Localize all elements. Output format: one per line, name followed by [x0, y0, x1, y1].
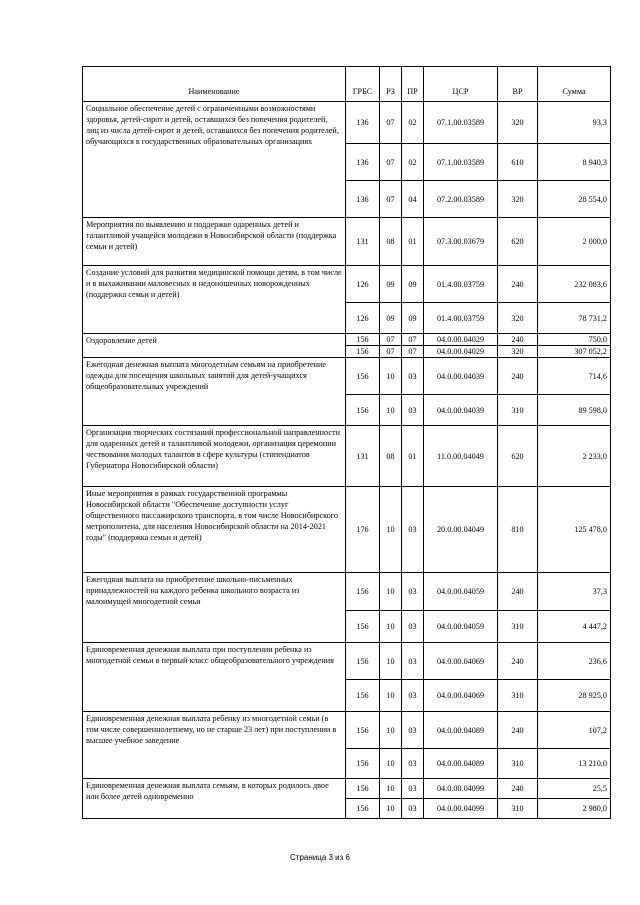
page-number: Страница 3 из 6 [290, 853, 350, 862]
rz-cell: 10 [380, 611, 402, 643]
pr-cell: 01 [402, 426, 424, 487]
grbs-cell: 156 [346, 680, 380, 712]
rz-cell: 10 [380, 573, 402, 611]
vr-cell: 320 [498, 346, 538, 358]
csr-cell: 04.0.00.04039 [424, 395, 498, 426]
row-name-cell: Иные мероприятия в рамках государственной программы Новосибирской области "Обеспечение доступности услуг общественного пассажирского транспорта, в том числе Новосибирского метрополитена, для населения Новосибирской области на 2014-2021 годы" (поддержка семьи и детей) [83, 487, 346, 573]
grbs-cell: 126 [346, 303, 380, 334]
vr-cell: 320 [498, 102, 538, 144]
sum-cell: 78 731,2 [538, 303, 611, 334]
col-header-sum: Сумма [538, 67, 611, 102]
csr-cell: 11.0.00.04049 [424, 426, 498, 487]
sum-cell: 232 083,6 [538, 266, 611, 303]
csr-cell: 20.0.00.04049 [424, 487, 498, 573]
vr-cell: 310 [498, 611, 538, 643]
sum-cell: 28 925,0 [538, 680, 611, 712]
pr-cell: 07 [402, 334, 424, 346]
pr-cell: 09 [402, 303, 424, 334]
rz-cell: 07 [380, 102, 402, 144]
csr-cell: 04.0.00.04099 [424, 799, 498, 819]
budget-table [82, 66, 611, 819]
rz-cell: 09 [380, 266, 402, 303]
grbs-cell: 136 [346, 181, 380, 218]
csr-cell: 04.0.00.04059 [424, 611, 498, 643]
csr-cell: 04.0.00.04069 [424, 680, 498, 712]
sum-cell: 13 210,0 [538, 749, 611, 779]
csr-cell: 04.0.00.04089 [424, 749, 498, 779]
sum-cell: 93,3 [538, 102, 611, 144]
sum-cell: 37,3 [538, 573, 611, 611]
table-row [83, 334, 611, 346]
table-row [83, 102, 611, 144]
pr-cell: 03 [402, 799, 424, 819]
sum-cell: 2 980,0 [538, 799, 611, 819]
grbs-cell: 131 [346, 426, 380, 487]
pr-cell: 04 [402, 181, 424, 218]
sum-cell: 750,0 [538, 334, 611, 346]
csr-cell: 07.1.00.03589 [424, 102, 498, 144]
col-header-rz: РЗ [380, 67, 402, 102]
rz-cell: 09 [380, 303, 402, 334]
pr-cell: 03 [402, 643, 424, 680]
table-row [83, 573, 611, 611]
rz-cell: 10 [380, 358, 402, 395]
grbs-cell: 156 [346, 573, 380, 611]
csr-cell: 04.0.00.04059 [424, 573, 498, 611]
csr-cell: 04.0.00.04069 [424, 643, 498, 680]
grbs-cell: 156 [346, 346, 380, 358]
pr-cell: 02 [402, 144, 424, 181]
vr-cell: 310 [498, 395, 538, 426]
rz-cell: 10 [380, 779, 402, 799]
table-row [83, 266, 611, 303]
table-row [83, 358, 611, 395]
rz-cell: 10 [380, 395, 402, 426]
pr-cell: 03 [402, 779, 424, 799]
rz-cell: 10 [380, 712, 402, 749]
csr-cell: 04.0.00.04039 [424, 358, 498, 395]
vr-cell: 810 [498, 487, 538, 573]
table-body [83, 102, 611, 819]
pr-cell: 02 [402, 102, 424, 144]
csr-cell: 01.4.00.03759 [424, 266, 498, 303]
rz-cell: 10 [380, 749, 402, 779]
sum-cell: 714,6 [538, 358, 611, 395]
sum-cell: 236,6 [538, 643, 611, 680]
row-name-cell: Единовременная денежная выплата ребенку из многодетной семьи (в том числе совершеннолетнему, но не старше 23 лет) при поступлении в высшее учебное заведение [83, 712, 346, 779]
csr-cell: 07.2.00.03589 [424, 181, 498, 218]
sum-cell: 2 000,0 [538, 218, 611, 266]
vr-cell: 240 [498, 573, 538, 611]
pr-cell: 03 [402, 611, 424, 643]
csr-cell: 04.0.00.04089 [424, 712, 498, 749]
table-header-row [83, 67, 611, 102]
pr-cell: 03 [402, 358, 424, 395]
row-name-cell: Организация творческих состязаний профессиональной направленности для одаренных детей и талантливой молодежи, организация церемонии чествования молодых талантов в сфере культуры (стипендиатов Губернатора Новосибирской области) [83, 426, 346, 487]
vr-cell: 240 [498, 779, 538, 799]
vr-cell: 620 [498, 218, 538, 266]
csr-cell: 07.1.00.03589 [424, 144, 498, 181]
sum-cell: 107,2 [538, 712, 611, 749]
table-row [83, 426, 611, 487]
sum-cell: 4 447,2 [538, 611, 611, 643]
grbs-cell: 126 [346, 266, 380, 303]
rz-cell: 07 [380, 334, 402, 346]
col-header-grbs: ГРБС [346, 67, 380, 102]
rz-cell: 10 [380, 680, 402, 712]
grbs-cell: 156 [346, 334, 380, 346]
vr-cell: 240 [498, 358, 538, 395]
pr-cell: 09 [402, 266, 424, 303]
rz-cell: 08 [380, 218, 402, 266]
table-row [83, 712, 611, 749]
rz-cell: 07 [380, 181, 402, 218]
vr-cell: 320 [498, 303, 538, 334]
pr-cell: 03 [402, 395, 424, 426]
grbs-cell: 156 [346, 749, 380, 779]
row-name-cell: Мероприятия по выявлению и поддержке одаренных детей и талантливой учащейся молодежи в Новосибирской области (поддержка семьи и детей) [83, 218, 346, 266]
csr-cell: 07.3.00.03679 [424, 218, 498, 266]
grbs-cell: 131 [346, 218, 380, 266]
col-header-vr: ВР [498, 67, 538, 102]
row-name-cell: Социальное обеспечение детей с ограниченными возможностями здоровья, детей-сирот и детей, оставшихся без попечения родителей, лиц из числа детей-сирот и детей, оставшихся без попечения родителей, обучающихся в государственных образовательных организациях [83, 102, 346, 218]
pr-cell: 03 [402, 487, 424, 573]
csr-cell: 04.0.00.04099 [424, 779, 498, 799]
vr-cell: 240 [498, 334, 538, 346]
grbs-cell: 156 [346, 643, 380, 680]
pr-cell: 03 [402, 749, 424, 779]
row-name-cell: Оздоровление детей [83, 334, 346, 358]
vr-cell: 240 [498, 643, 538, 680]
row-name-cell: Ежегодная денежная выплата многодетным семьям на приобретение одежды для посещения школьных занятий для детей-учащихся общеобразовательных учреждений [83, 358, 346, 426]
vr-cell: 310 [498, 799, 538, 819]
rz-cell: 10 [380, 487, 402, 573]
pr-cell: 03 [402, 712, 424, 749]
col-header-pr: ПР [402, 67, 424, 102]
col-header-csr: ЦСР [424, 67, 498, 102]
grbs-cell: 156 [346, 712, 380, 749]
row-name-cell: Единовременная денежная выплата при поступлении ребенка из многодетной семьи в первый класс общеобразовательного учреждения [83, 643, 346, 712]
table-row [83, 218, 611, 266]
csr-cell: 01.4.00.03759 [424, 303, 498, 334]
sum-cell: 89 598,0 [538, 395, 611, 426]
sum-cell: 125 478,0 [538, 487, 611, 573]
vr-cell: 610 [498, 144, 538, 181]
rz-cell: 07 [380, 144, 402, 181]
vr-cell: 240 [498, 712, 538, 749]
rz-cell: 07 [380, 346, 402, 358]
row-name-cell: Ежегодная выплата на приобретение школьно-письменных принадлежностей на каждого ребенка школьного возраста из малоимущей многодетной семьи [83, 573, 346, 643]
csr-cell: 04.0.00.04029 [424, 346, 498, 358]
sum-cell: 307 052,2 [538, 346, 611, 358]
pr-cell: 07 [402, 346, 424, 358]
rz-cell: 10 [380, 799, 402, 819]
vr-cell: 620 [498, 426, 538, 487]
row-name-cell: Создание условий для развития медицинской помощи детям, в том числе и в выхаживании маловесных и недоношенных новорожденных (поддержка семьи и детей) [83, 266, 346, 334]
vr-cell: 310 [498, 749, 538, 779]
pr-cell: 01 [402, 218, 424, 266]
vr-cell: 310 [498, 680, 538, 712]
row-name-cell: Единовременная денежная выплата семьям, в которых родилось двое или более детей одновременно [83, 779, 346, 819]
grbs-cell: 156 [346, 799, 380, 819]
grbs-cell: 176 [346, 487, 380, 573]
csr-cell: 04.0.00.04029 [424, 334, 498, 346]
grbs-cell: 156 [346, 611, 380, 643]
sum-cell: 8 940,3 [538, 144, 611, 181]
pr-cell: 03 [402, 573, 424, 611]
vr-cell: 320 [498, 181, 538, 218]
table-row [83, 487, 611, 573]
rz-cell: 10 [380, 643, 402, 680]
vr-cell: 240 [498, 266, 538, 303]
table-row [83, 779, 611, 799]
grbs-cell: 136 [346, 102, 380, 144]
table-row [83, 643, 611, 680]
sum-cell: 25,5 [538, 779, 611, 799]
col-header-name: Наименование [83, 67, 346, 102]
grbs-cell: 136 [346, 144, 380, 181]
sum-cell: 2 233,0 [538, 426, 611, 487]
pr-cell: 03 [402, 680, 424, 712]
grbs-cell: 156 [346, 779, 380, 799]
sum-cell: 28 554,0 [538, 181, 611, 218]
grbs-cell: 156 [346, 395, 380, 426]
rz-cell: 08 [380, 426, 402, 487]
grbs-cell: 156 [346, 358, 380, 395]
